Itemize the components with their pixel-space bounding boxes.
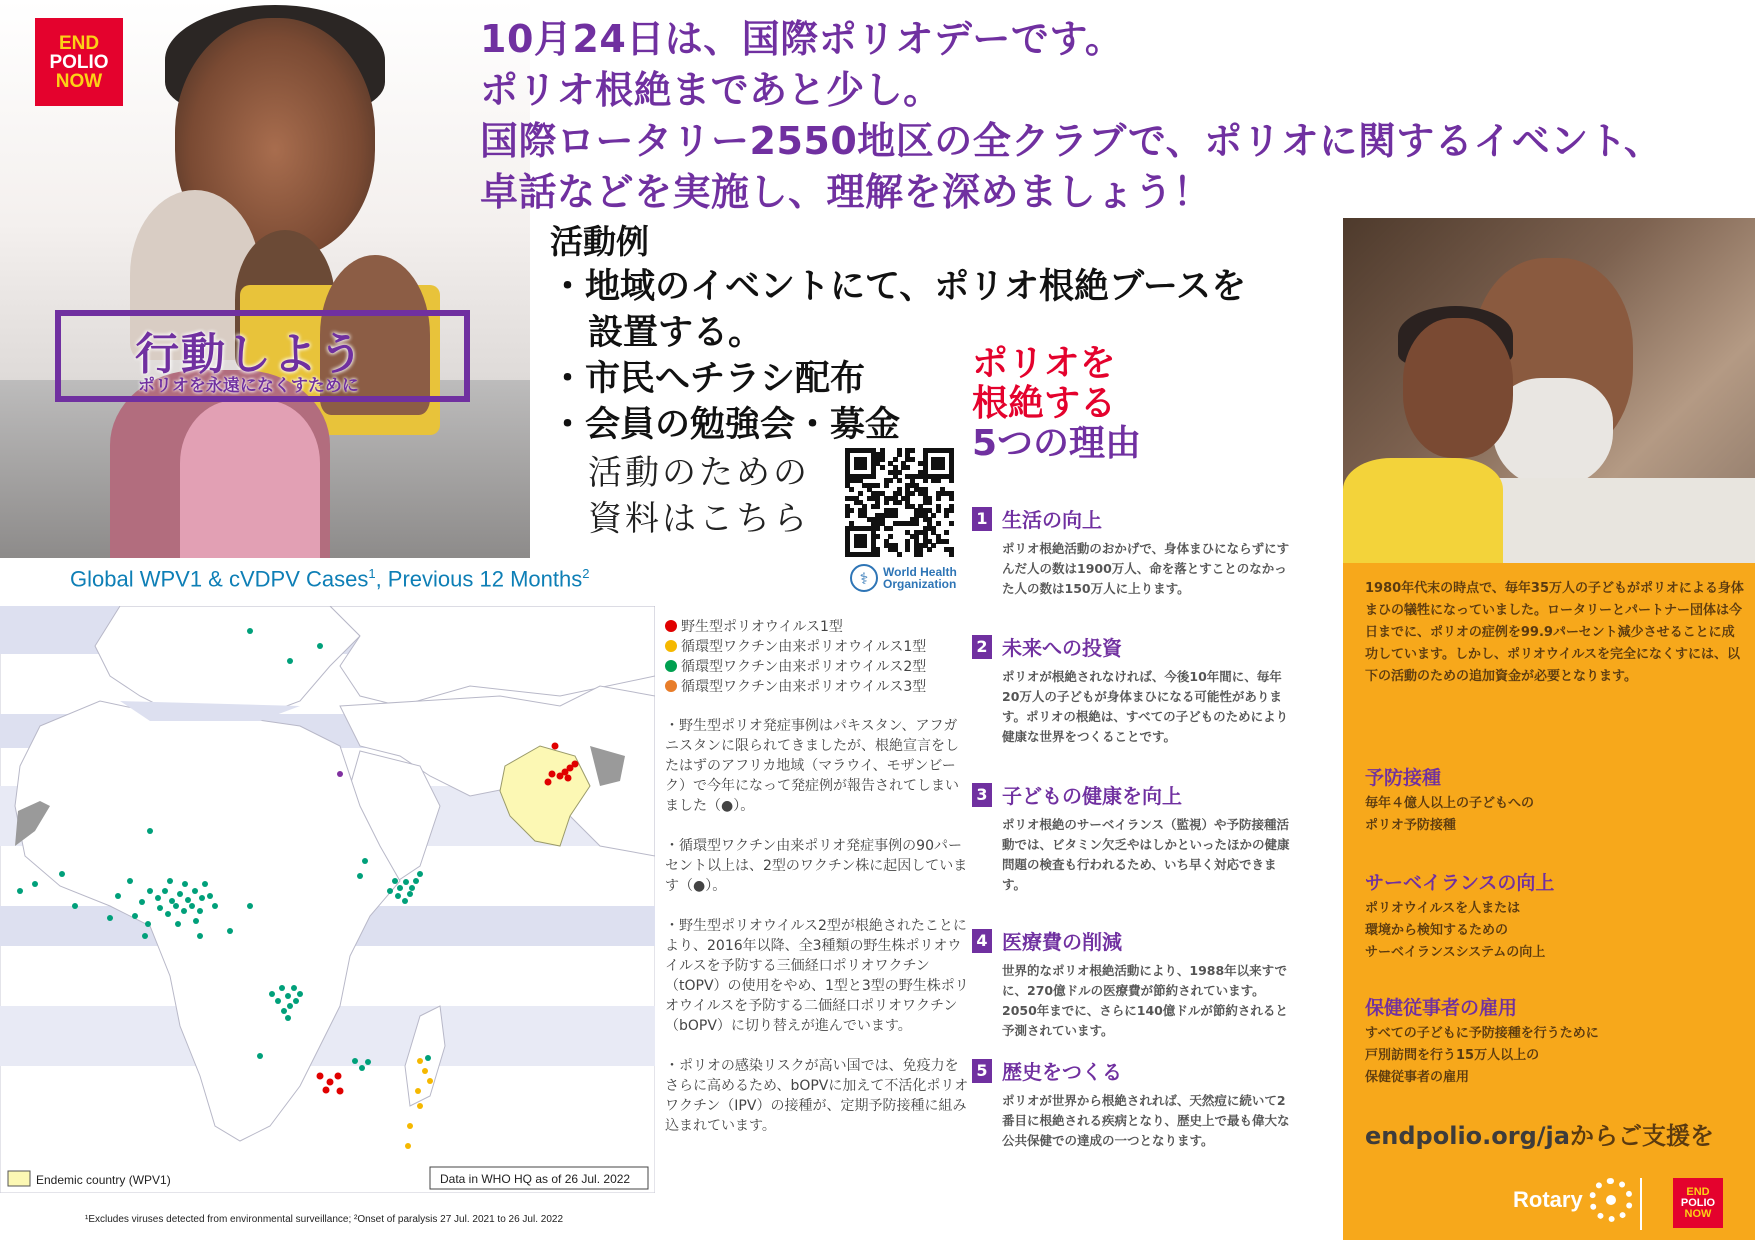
virus-legend	[665, 616, 926, 696]
qr-module	[875, 483, 880, 488]
end-polio-now-logo: END POLIO NOW	[35, 18, 123, 106]
rotary-wheel-icon	[1589, 1178, 1633, 1222]
reason-body: 世界的なポリオ根絶活動により、1988年以来すでに、270億ドルの医療費が節約されています。2050年までに、さらに140億ドルが節約されると予測されています。	[1002, 963, 1288, 1038]
qr-module	[858, 491, 863, 496]
reason-body: ポリオが根絶されなければ、今後10年間に、毎年20万人の子どもが身体まひになる可能性があります。ポリオの根絶は、すべての子どものためにより健康な世界をつくることです。	[1002, 669, 1289, 744]
qr-module	[880, 465, 885, 470]
qr-module	[888, 526, 893, 531]
qr-module	[897, 500, 902, 505]
headline-line: 卓話などを実施し、理解を深めましょう！	[480, 170, 1212, 214]
qr-module	[944, 530, 949, 535]
activity-item: ・地域のイベントにて、ポリオ根絶ブースを	[550, 267, 1247, 307]
headline-line: 10月24日は、国際ポリオデーです。	[480, 17, 1124, 61]
qr-module	[949, 508, 954, 513]
qr-module	[871, 474, 876, 479]
panel-section-body: 毎年４億人以上の子どもへの ポリオ予防接種	[1365, 796, 1535, 833]
qr-module	[949, 521, 954, 526]
qr-module	[918, 552, 923, 557]
qr-module	[897, 470, 902, 475]
qr-module	[927, 547, 932, 552]
reason-item	[972, 632, 1292, 747]
hero-title: 行動しよう	[135, 329, 365, 380]
reason-title: 生活の向上	[1002, 508, 1102, 532]
panel-section-body: すべての子どもに予防接種を行うために 戸別訪問を行う15万人以上の 保健従事者の雇用	[1365, 1026, 1599, 1085]
qr-module	[862, 543, 867, 548]
activity-item: ・市民へチラシ配布	[550, 359, 866, 399]
qr-code[interactable]	[845, 448, 953, 556]
qr-module	[893, 513, 898, 518]
qr-module	[884, 500, 889, 505]
qr-module	[875, 526, 880, 531]
who-emblem-icon: ⚕	[850, 564, 878, 592]
reason-number: 1	[972, 507, 992, 531]
reason-number: 4	[972, 929, 992, 953]
rotary-logo: Rotary	[1513, 1178, 1633, 1222]
qr-module	[923, 478, 928, 483]
reason-number: 3	[972, 783, 992, 807]
map-legend-endemic: Endemic country (WPV1)	[36, 1173, 171, 1187]
hero-subtitle: ポリオを永遠になくすために	[138, 376, 359, 396]
reason-body: ポリオ根絶のサーベイランス（監視）や予防接種活動では、ビタミン欠乏やはしかといったほかの健康問題の検査も行われるため、いち早く対応できます。	[1002, 817, 1290, 892]
qr-module	[910, 448, 915, 453]
headline-line: 国際ロータリー2550地区の全クラブで、ポリオに関するイベント、	[480, 119, 1663, 163]
map-footnote: ¹Excludes viruses detected from environmental surveillance; ²Onset of paralysis 27 Jul. 2021 to 26 Jul. 2022	[85, 1214, 564, 1225]
note-paragraph: ・ポリオの感染リスクが高い国では、免疫力をさらに高めるため、bOPVに加えて不活化ポリオワクチン（IPV）の接種が、定期予防接種に組み込まれています。	[665, 1058, 969, 1134]
headline	[480, 14, 1750, 218]
qr-module	[875, 504, 880, 509]
qr-module	[910, 491, 915, 496]
qr-module	[910, 457, 915, 462]
qr-module	[897, 552, 902, 557]
qr-module	[875, 534, 880, 539]
qr-module	[880, 457, 885, 462]
reason-item	[972, 926, 1292, 1041]
panel-intro: 1980年代末の時点で、毎年35万人の子どもがポリオによる身体まひの犠牲になっていました。ロータリーとパートナー団体は今日までに、ポリオの症例を99.9パーセント減少させることに成功しています。しかし、ポリオウイルスを完全になくすには、以下の活動のための追加資金が必要となります。	[1365, 581, 1744, 684]
qr-module	[888, 478, 893, 483]
panel-section-title: 予防接種	[1365, 767, 1442, 789]
support-panel	[1343, 218, 1755, 1240]
qr-module	[905, 465, 910, 470]
reason-title: 医療費の削減	[1002, 930, 1122, 954]
activity-examples	[550, 220, 1246, 448]
note-paragraph: ・野生型ポリオウイルス2型が根絶されたことにより、2016年以降、全3種類の野生株ポリオウイルスを予防する三価経口ポリオワクチン（tOPV）の使用をやめ、1型と3型の野生株ポリオウイルスを予防する二価経口ポリオワクチン（bOPV）に切り替えが進んでいます。	[665, 918, 969, 1034]
panel-section-title: 保健従事者の雇用	[1365, 997, 1518, 1019]
qr-module	[884, 483, 889, 488]
qr-module	[936, 508, 941, 513]
qr-module	[897, 452, 902, 457]
qr-module	[949, 496, 954, 501]
qr-module	[940, 465, 945, 470]
donation-link[interactable]: endpolio.org/jaからご支援を	[1365, 1122, 1714, 1150]
qr-module	[875, 552, 880, 557]
reason-item	[972, 780, 1292, 895]
reason-body: ポリオ根絶活動のおかげで、身体まひにならずにすんだ人の数は1900万人、命を落とすことのなかった人の数は150万人に上ります。	[1002, 541, 1290, 596]
reason-item	[972, 504, 1292, 599]
qr-module	[897, 478, 902, 483]
end-polio-now-logo-small: END POLIO NOW	[1673, 1178, 1723, 1228]
who-logo: ⚕ World Health Organization	[850, 562, 970, 594]
qr-module	[888, 534, 893, 539]
reason-item	[972, 1056, 1292, 1151]
logo-divider	[1640, 1178, 1642, 1230]
qr-module	[849, 508, 854, 513]
case-map	[0, 606, 655, 1193]
notes	[665, 716, 970, 1156]
qr-module	[944, 513, 949, 518]
qr-module	[845, 513, 850, 518]
grandfather-child-photo	[1343, 218, 1755, 563]
note-paragraph: ・野生型ポリオ発症事例はパキスタン、アフガニスタンに限られてきましたが、根絶宣言をしたはずのアフリカ地域（マラウイ、モザンビーク）で今年になって発症例が報告されてしまいました（●）。	[665, 718, 959, 814]
qr-module	[893, 457, 898, 462]
qr-module	[944, 539, 949, 544]
activity-item: ・会員の勉強会・募金	[550, 405, 901, 445]
virus-legend-item: 野生型ポリオウイルス1型	[665, 616, 926, 636]
reason-title: 歴史をつくる	[1002, 1060, 1122, 1084]
qr-module	[949, 552, 954, 557]
reason-title: 子どもの健康を向上	[1002, 784, 1182, 808]
panel-section-title: サーベイランスの向上	[1365, 872, 1555, 894]
reason-body: ポリオが世界から根絶されれば、天然痘に続いて2番目に根絶される疾病となり、歴史上で最も偉大な公共保健での達成の一つとなります。	[1002, 1093, 1290, 1148]
qr-module	[931, 513, 936, 518]
note-paragraph: ・循環型ワクチン由来ポリオ発症事例の90パーセント以上は、2型のワクチン株に起因しています（●）。	[665, 838, 968, 894]
reason-number: 2	[972, 635, 992, 659]
qr-module	[914, 521, 919, 526]
qr-module	[905, 547, 910, 552]
qr-module	[931, 543, 936, 548]
qr-module	[849, 487, 854, 492]
activity-item: 設置する。	[588, 313, 764, 353]
virus-legend-item: 循環型ワクチン由来ポリオウイルス1型	[665, 636, 926, 656]
qr-module	[936, 496, 941, 501]
qr-module	[927, 500, 932, 505]
reasons-title: ポリオを 根絶する 5つの理由	[972, 343, 1142, 464]
map-data-note: Data in WHO HQ as of 26 Jul. 2022	[440, 1172, 631, 1186]
qr-module	[949, 478, 954, 483]
qr-module	[862, 465, 867, 470]
resources-text: 活動のための 資料はこちら	[588, 453, 810, 539]
qr-module	[936, 478, 941, 483]
virus-legend-item: 循環型ワクチン由来ポリオウイルス2型	[665, 656, 926, 676]
reason-number: 5	[972, 1059, 992, 1083]
panel-section-body: ポリオウイルスを人または 環境から検知するための サーベイランスシステムの向上	[1365, 901, 1546, 960]
reason-title: 未来への投資	[1002, 636, 1122, 660]
activities-heading: 活動例	[550, 222, 649, 261]
qr-module	[936, 521, 941, 526]
map-title: Global WPV1 & cVDPV Cases$^1$, Previous 12 Months$^2$	[70, 566, 590, 592]
headline-line: ポリオ根絶まであと少し。	[480, 68, 942, 112]
virus-legend-item: 循環型ワクチン由来ポリオウイルス3型	[665, 676, 926, 696]
